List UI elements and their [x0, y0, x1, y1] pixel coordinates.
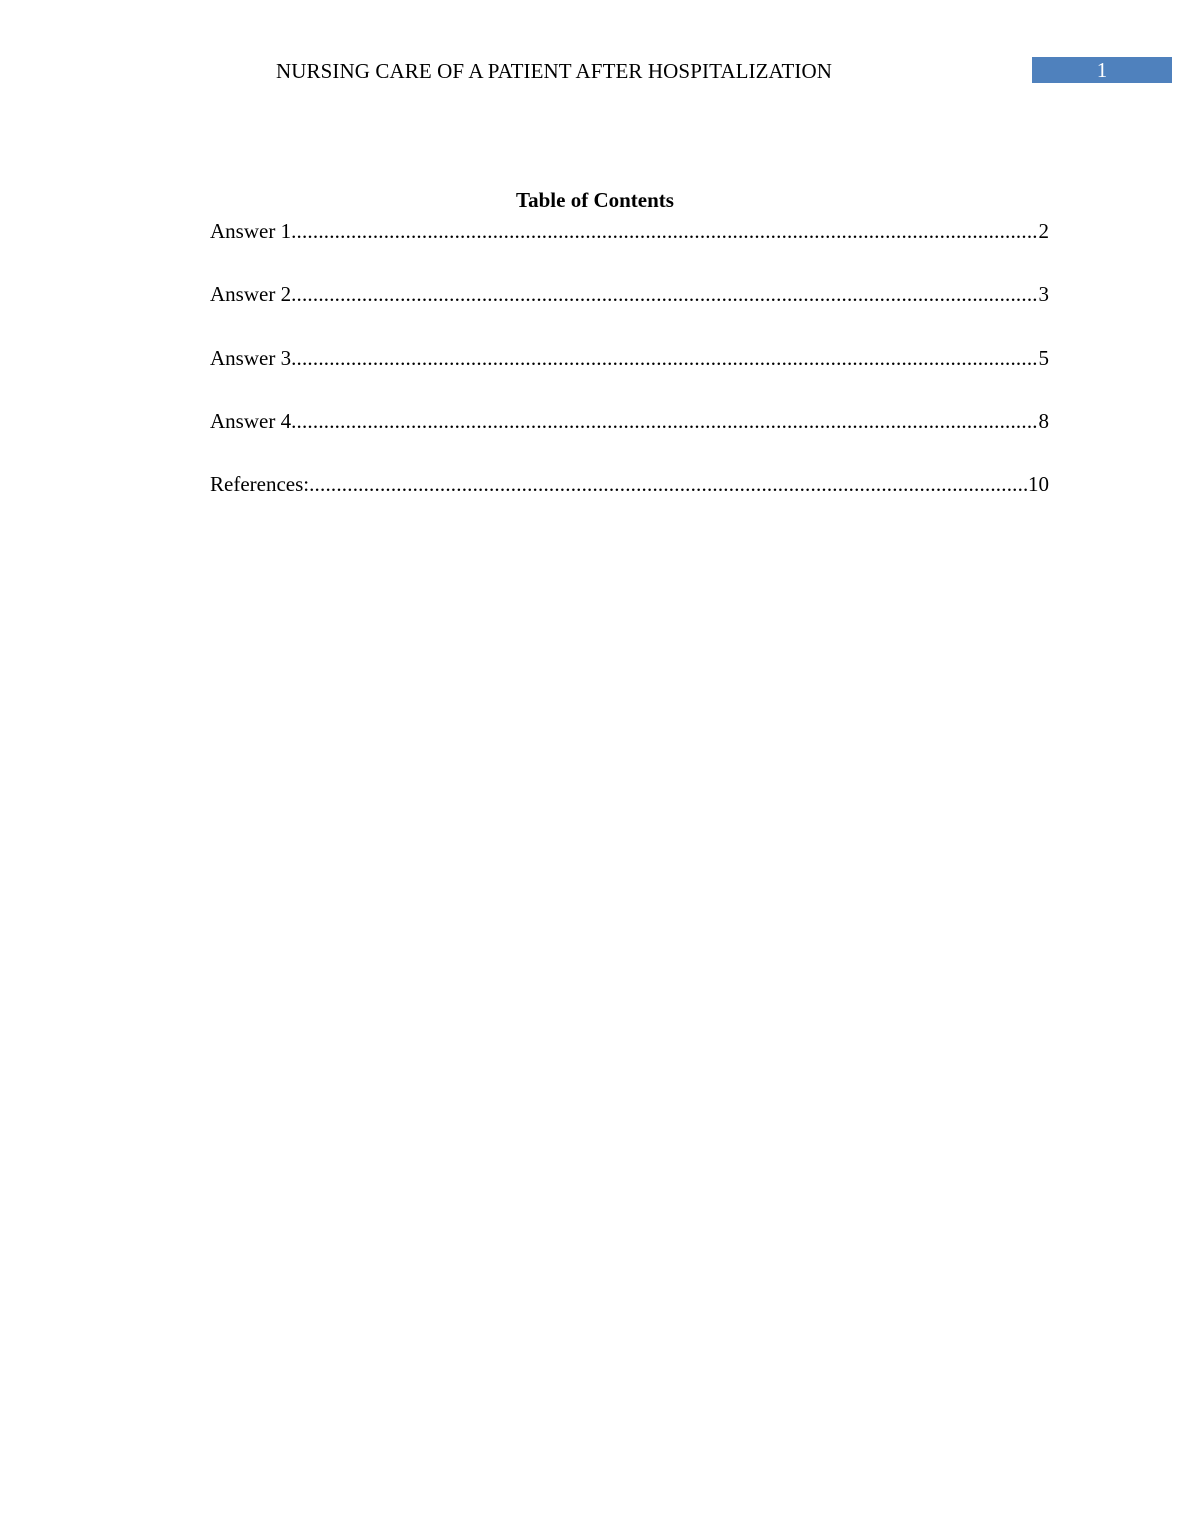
toc-entry-answer-1[interactable]	[210, 217, 1049, 245]
toc-entry-label[interactable]: Answer 4	[210, 408, 292, 433]
toc-entry-references[interactable]	[210, 470, 1049, 498]
toc-entry-label[interactable]: References:	[210, 472, 310, 497]
toc-entry-label[interactable]: Answer 3	[210, 345, 292, 370]
toc-entry-page[interactable]: 2	[1038, 219, 1049, 243]
running-head-title: NURSING CARE OF A PATIENT AFTER HOSPITALIZATION	[275, 59, 833, 83]
dot-leader	[291, 217, 1038, 245]
dot-leader	[309, 470, 1028, 498]
toc-heading: Table of Contents	[516, 188, 674, 212]
dot-leader	[291, 344, 1038, 372]
toc-entry-answer-3[interactable]	[210, 344, 1049, 372]
toc-entry-label[interactable]: Answer 1	[210, 219, 292, 243]
toc-entry-page[interactable]: 5	[1038, 345, 1049, 370]
page-number-badge: 1	[1032, 57, 1172, 83]
toc-entry-page[interactable]: 3	[1038, 282, 1049, 307]
table-of-contents	[210, 217, 1049, 533]
toc-entry-page[interactable]: 8	[1038, 408, 1049, 433]
toc-entry-answer-4[interactable]	[210, 407, 1049, 435]
dot-leader	[291, 280, 1038, 308]
toc-entry-page[interactable]: 10	[1028, 472, 1049, 497]
toc-entry-label[interactable]: Answer 2	[210, 282, 292, 307]
toc-entry-answer-2[interactable]	[210, 280, 1049, 308]
dot-leader	[291, 407, 1038, 435]
